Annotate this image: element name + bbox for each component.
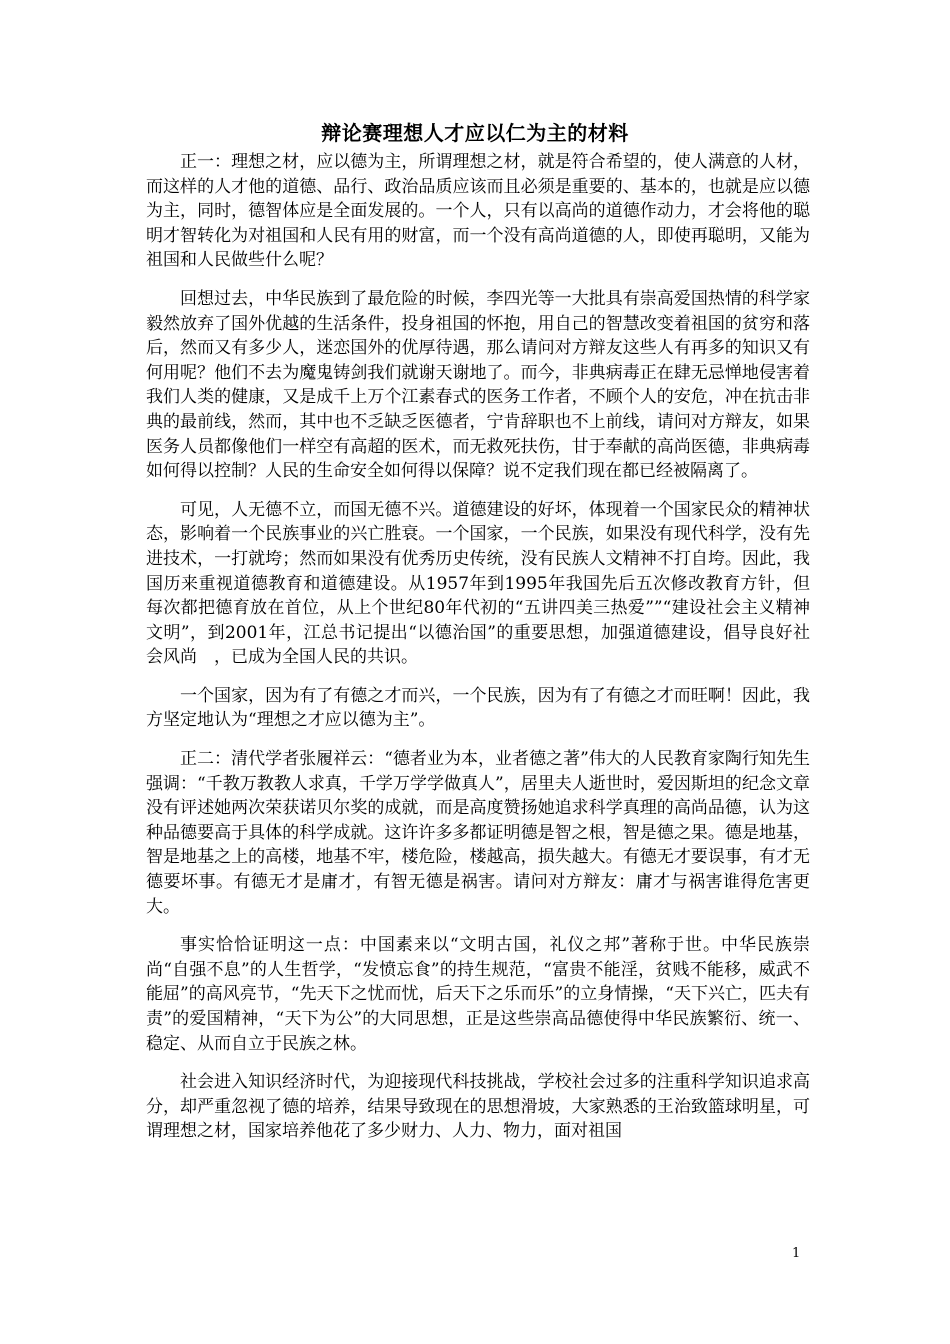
- paragraph-6: 事实恰恰证明这一点：中国素来以“文明古国，礼仪之邦”著称于世。中华民族崇尚“自强不息”的人生哲学，“发愤忘食”的持生规范，“富贵不能淫，贫贱不能移，威武不能屈”的高风亮节，“先天下之忧而忧，后天下之乐而乐”的立身情操，“天下兴亡，匹夫有责”的爱国精神，“天下为公”的大同思想，正是这些崇高品德使得中华民族繁衍、统一、稳定、从而自立于民族之林。: [146, 935, 810, 1054]
- paragraph-2: 回想过去，中华民族到了最危险的时候，李四光等一大批具有崇高爱国热情的科学家毅然放弃了国外优越的生活条件，投身祖国的怀抱，用自己的智慧改变着祖国的贫穷和落后，然而又有多少人，迷恋国外的优厚待遇，那么请问对方辩友这些人有再多的知识又有何用呢？他们不去为魔鬼铸剑我们就谢天谢地了。而今，非典病毒正在肆无忌惮地侵害着我们人类的健康，又是成千上万个江素春式的医务工作者，不顾个人的安危，冲在抗击非典的最前线，然而，其中也不乏缺乏医德者，宁肯辞职也不上前线，请问对方辩友，如果医务人员都像他们一样空有高超的医术，而无救死扶伤，甘于奉献的高尚医德，非典病毒如何得以控制？人民的生命安全如何得以保障？说不定我们现在都已经被隔离了。: [146, 288, 810, 482]
- paragraph-1: 正一：理想之材，应以德为主，所谓理想之材，就是符合希望的，使人满意的人材，而这样的人才他的道德、品行、政治品质应该而且必须是重要的、基本的，也就是应以德为主，同时，德智体应是全面发展的。一个人，只有以高尚的道德作动力，才会将他的聪明才智转化为对祖国和人民有用的财富，而一个没有高尚道德的人，即使再聪明，又能为祖国和人民做些什么呢？: [146, 152, 810, 271]
- paragraph-3: 可见，人无德不立，而国无德不兴。道德建设的好坏，体现着一个国家民众的精神状态，影响着一个民族事业的兴亡胜衰。一个国家，一个民族，如果没有现代科学，没有先进技术，一打就垮；然而如果没有优秀历史传统，没有民族人文精神不打自垮。因此，我国历来重视道德教育和道德建设。从1957年到1995年我国先后五次修改教育方针，但每次都把德育放在首位，从上个世纪80年代初的“五讲四美三热爱””“建设社会主义精神文明”，到2001年，江总书记提出“以德治国”的重要思想，加强道德建设，倡导良好社会风尚 ，已成为全国人民的共识。: [146, 499, 810, 668]
- paragraph-4: 一个国家，因为有了有德之才而兴，一个民族，因为有了有德之才而旺啊！因此，我方坚定地认为“理想之才应以德为主”。: [146, 685, 810, 731]
- paragraph-5: 正二：清代学者张履祥云：“德者业为本，业者德之著”伟大的人民教育家陶行知先生强调：“千教万教教人求真，千学万学学做真人”，居里夫人逝世时，爱因斯坦的纪念文章没有评述她两次荣获诺贝尔奖的成就，而是高度赞扬她追求科学真理的高尚品德，认为这种品德要高于具体的科学成就。这许许多多都证明德是智之根，智是德之果。德是地基，智是地基之上的高楼，地基不牢，楼危险，楼越高，损失越大。有德无才要误事，有才无德要坏事。有德无才是庸才，有智无德是祸害。请问对方辩友：庸才与祸害谁得危害更大。: [146, 749, 810, 917]
- document-title: 辩论赛理想人才应以仁为主的材料: [321, 121, 629, 145]
- paragraph-7: 社会进入知识经济时代，为迎接现代科技挑战，学校社会过多的注重科学知识追求高分，却严重忽视了德的培养，结果导致现在的思想滑坡，大家熟悉的王治致篮球明星，可谓理想之材，国家培养他花了多少财力、人力、物力，面对祖国: [146, 1072, 810, 1142]
- page-number: 1: [792, 1246, 801, 1261]
- document-body: [146, 150, 810, 1158]
